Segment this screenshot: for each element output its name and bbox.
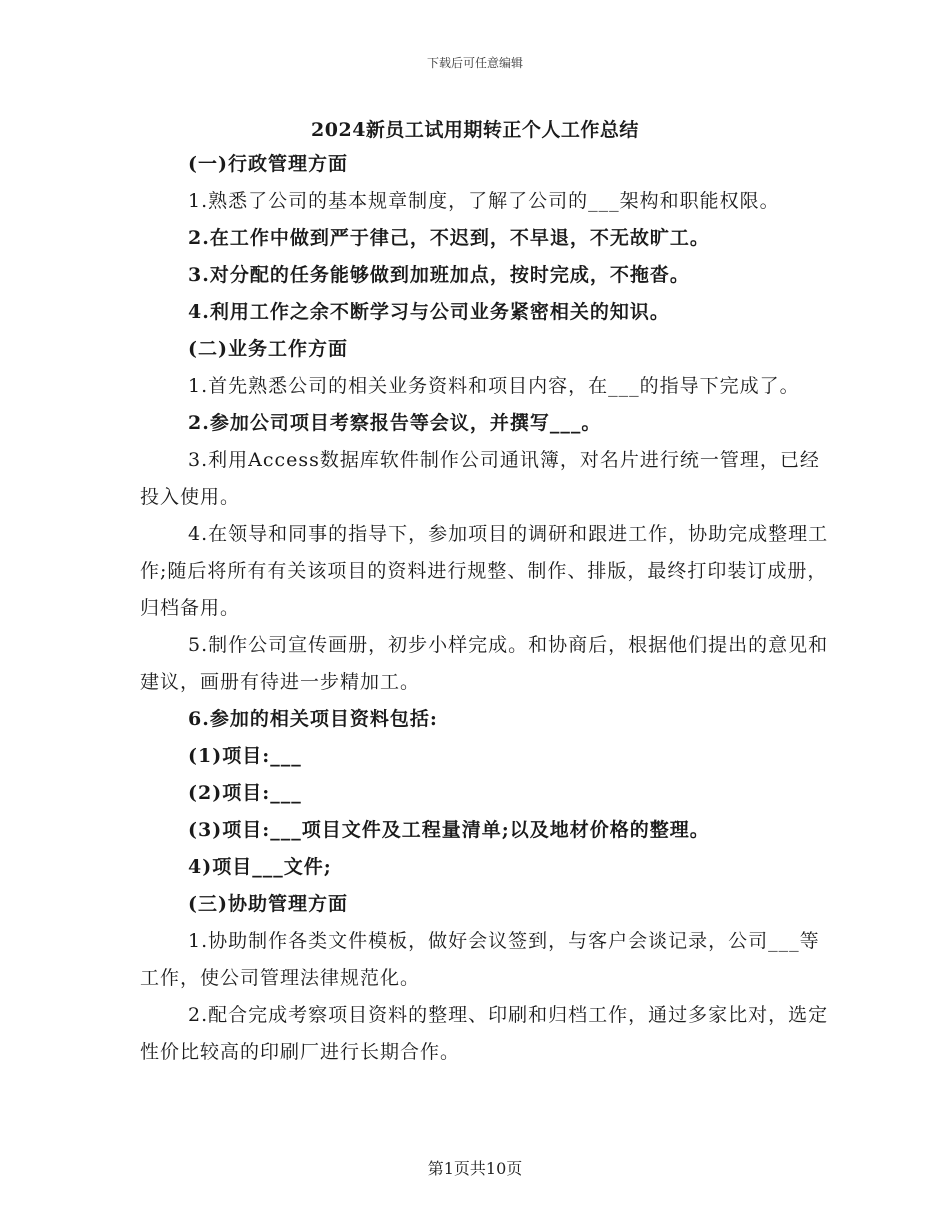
paragraph: 2.参加公司项目考察报告等会议，并撰写___。 (188, 412, 602, 434)
paragraph: 2.在工作中做到严于律己，不迟到，不早退，不无故旷工。 (188, 227, 710, 249)
paragraph: (3)项目:___项目文件及工程量清单;以及地材价格的整理。 (188, 819, 710, 841)
paragraph: 4.在领导和同事的指导下，参加项目的调研和跟进工作，协助完成整理工作;随后将所有有关该项目的资料进行规整、制作、排版，最终打印装订成册，归档备用。 (140, 523, 829, 619)
document-title: 2024新员工试用期转正个人工作总结 (311, 119, 639, 141)
paragraph: 2.配合完成考察项目资料的整理、印刷和归档工作，通过多家比对，选定性价比较高的印刷厂进行长期合作。 (140, 1004, 829, 1063)
paragraph: (2)项目:___ (188, 782, 302, 804)
paragraph: (一)行政管理方面 (188, 153, 348, 175)
paragraph: (1)项目:___ (188, 745, 302, 767)
paragraph: 1.协助制作各类文件模板，做好会议签到，与客户会谈记录，公司___等工作，使公司管理法律规范化。 (140, 930, 820, 989)
paragraph: 5.制作公司宣传画册，初步小样完成。和协商后，根据他们提出的意见和建议，画册有待进一步精加工。 (140, 634, 829, 693)
paragraph: (二)业务工作方面 (188, 338, 348, 360)
paragraph: 1.首先熟悉公司的相关业务资料和项目内容，在___的指导下完成了。 (188, 375, 800, 397)
document-body (140, 146, 830, 1071)
paragraph: 4.利用工作之余不断学习与公司业务紧密相关的知识。 (188, 301, 670, 323)
paragraph: 6.参加的相关项目资料包括: (188, 708, 438, 730)
paragraph: 3.利用Access数据库软件制作公司通讯簿，对名片进行统一管理，已经投入使用。 (140, 449, 820, 508)
paragraph: 4)项目___文件; (188, 856, 332, 878)
page-footer: 第1页共10页 (427, 1159, 523, 1178)
paragraph: 1.熟悉了公司的基本规章制度，了解了公司的___架构和职能权限。 (188, 190, 780, 212)
header-note: 下载后可任意编辑 (426, 56, 523, 70)
paragraph: 3.对分配的任务能够做到加班加点，按时完成，不拖沓。 (188, 264, 690, 286)
paragraph: (三)协助管理方面 (188, 893, 348, 915)
